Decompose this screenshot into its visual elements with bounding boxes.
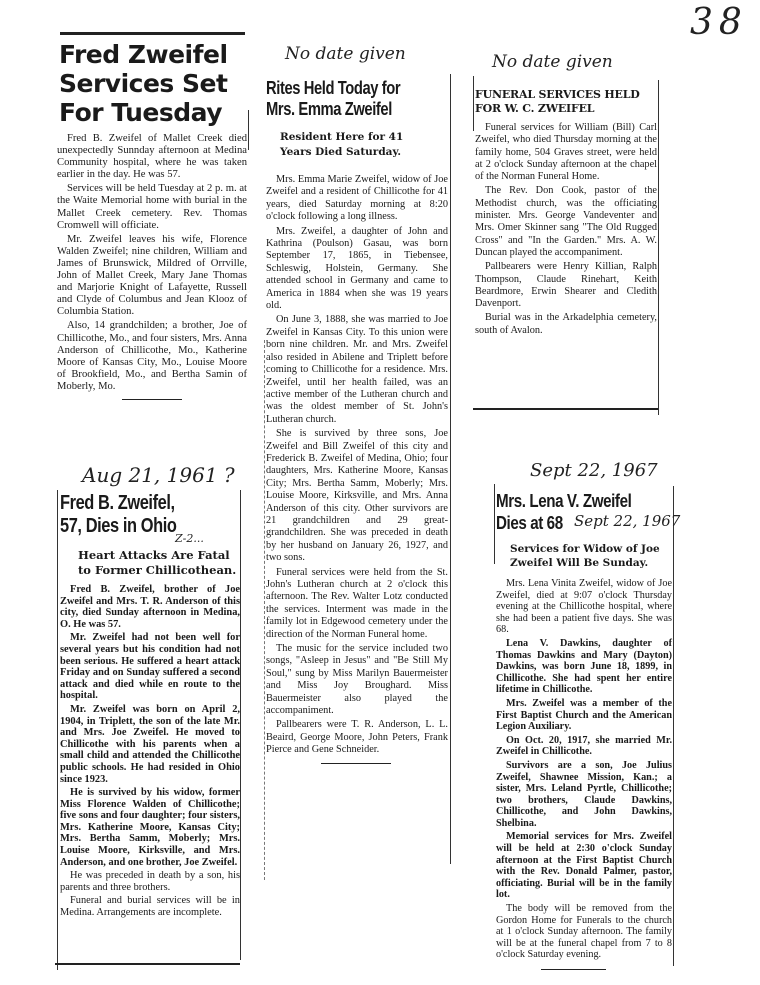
headline-line-2: Dies at 68 bbox=[496, 512, 563, 533]
article-body: Mrs. Emma Marie Zweifel, widow of Joe Zweifel and a resident of Chillicothe for 41 years, died Saturday morning at 8:20 o'clock following a long illness. Mrs. Zweifel, a daughter of John and Kathrina (Poulson) Gasau, was born September 17, 1865, in Tiebensee, Schleswig, Holstein, Germany. She attended school in Germany and came to America in 1884 when she was 19 years old. On June 3, 1888, she was married to Joe Zweifel in Kansas City. To this union were born nine children. Mr. and Mrs. Zweifel also resided in Abilene and Triplett before coming to Chillicothe for a residence. Mrs. Zweifel, until her health failed, was an active member of the Lutheran church and was the oldest member of St. John's Lutheran church. She is survived by three sons, Joe Zweifel and Bill Zweifel of this city and Frederick B. Zweifel of Medina, Ohio; four daughters, Mrs. Katherine Moore, Kansas City; Mrs. Bertha Samm, Moberly; Mrs. Louise Moore, Kirksville, and Mrs. Anna Anderson of this city. Other survivors are 21 grandchildren and 29 great-grandchildren. She was preceded in death by her husband on January 26, 1927, and two sons. Funeral services were held from the St. John's Lutheran church at 2 o'clock this afternoon. The Rev. Walter Lotz conducted the services. Interment was made in the family lot in Edgewood cemetery under the direction of the Norman Funeral home. The music for the service included two songs, "Asleep in Jesus" and "Be Still My Soul," sung by Miss Marilyn Bauermeister and Miss Joy Broughard. Miss Bauermeister also played the accompaniment. Pallbearers were T. R. Anderson, L. L. Beaird, George Moore, John Peters, Frank Pierce and Gene Schneider. bbox=[266, 174, 448, 756]
clipping-lena bbox=[496, 490, 681, 970]
subheadline: Heart Attacks Are Fatal to Former Chillicothean. bbox=[78, 548, 237, 577]
clip-border-right bbox=[240, 490, 241, 960]
bottom-rule bbox=[55, 963, 240, 965]
article-body: Fred B. Zweifel of Mallet Creek died unexpectedly Sunnday afternoon at Medina Community hospital, where he was taken earlier in the day. He was 57. Services will be held Tuesday at 2 p. m. at the Waite Memorial home with burial in the Mallet Creek cemetery. Rev. Thomas Cromwell will officiate. Mr. Zweifel leaves his wife, Florence Walden Zweifel; nine children, William and James of Brunswick, Mildred of Orrville, John of Mallet Creek, Mary Jane Thomas and Marjorie Knight of Lafayette, Russell and Clyde of Columbus and Jean Klooz of Columbia Station. Also, 14 grandchilden; a brother, Joe of Chillicothe, Mo., and four sisters, Mrs. Anna Anderson of Chillicothe, Mo., Katherine Moore of Kansas City, Mo., Louise Moore of Brookfield, Mo., and Bertha Samin of Moberly, Mo. bbox=[57, 133, 247, 392]
clip-border-dashed bbox=[264, 340, 265, 880]
headline-margin-note: Sept 22, 1967 bbox=[574, 512, 681, 530]
clip-border-right bbox=[673, 486, 674, 966]
end-rule bbox=[321, 763, 391, 764]
end-rule bbox=[122, 399, 182, 400]
handwritten-date: Sept 22, 1967 bbox=[530, 460, 658, 481]
handwritten-date: No date given bbox=[492, 52, 613, 72]
clip-border-left bbox=[57, 490, 58, 970]
handwritten-date: No date given bbox=[285, 44, 406, 64]
bottom-rule bbox=[473, 408, 658, 410]
clip-border-right bbox=[658, 80, 659, 415]
clipping-wc bbox=[475, 88, 657, 339]
handwritten-date: Aug 21, 1961 ? bbox=[82, 463, 235, 487]
article-body: Mrs. Lena Vinita Zweifel, widow of Joe Zweifel, died at 9:07 o'clock Thursday evening at the Chillicothe hospital, where she had been a patient five days. She was 68. Lena V. Dawkins, daughter of Thomas Dawkins and Mary (Dayton) Dawkins, was born June 18, 1899, in Chillicothe. She had spent her entire lifetime in Chillicothe. Mrs. Zweifel was a member of the First Baptist Church and the American Legion Auxiliary. On Oct. 20, 1917, she married Mr. Zweifel in Chillicothe. Survivors are a son, Joe Julius Zweifel, Shawnee Mission, Kan.; a sister, Mrs. Leland Pyrtle, Chillicothe; two brothers, Claude Dawkins, Chillicothe, and John Dawkins, Shelbina. Memorial services for Mrs. Zweifel will be held at 2:30 o'clock Sunday afternoon at the First Baptist Church with the Rev. Donald Palmer, pastor, officiating. Burial will be in the family lot. The body will be removed from the Gordon Home for Funerals to the church at 1 o'clock Sunday afternoon. The family will be at the funeral chapel from 7 to 8 o'clock Saturday evening. bbox=[496, 578, 672, 961]
clip-border-left bbox=[473, 76, 474, 131]
top-rule bbox=[60, 32, 245, 35]
headline: Fred Zweifel Services Set For Tuesday bbox=[59, 40, 228, 127]
clip-border-left bbox=[494, 484, 495, 564]
clipping-fred-ohio bbox=[60, 492, 240, 921]
article-body: Fred B. Zweifel, brother of Joe Zweifel and Mrs. T. R. Anderson of this city, died Sunday afternoon in Medina, O. He was 57. Mr. Zweifel had not been well for several years but his condition had not been serious. He suffered a heart attack Friday and on Sunday suffered a second attack and died while en route to the hospital. Mr. Zweifel was born on April 2, 1904, in Triplett, the son of the late Mr. and Mrs. Joe Zweifel. He moved to Chillicothe with his parents when a small child and attended the Chillicothe public schools. He had resided in Ohio since 1923. He is survived by his widow, former Miss Florence Walden of Chillicothe; five sons and four daughter; four sisters, Mrs. Katherine Moore, Kansas City; Mrs. Bertha Samm, Moberly; Mrs. Louise Moore, Kirksville, and Mrs. Anderson, and one brother, Joe Zweifel. He was preceded in death by a son, his parents and three brothers. Funeral and burial services will be in Medina. Arrangements are incomplete. bbox=[60, 584, 240, 919]
subheadline: Resident Here for 41 Years Died Saturday. bbox=[280, 131, 404, 158]
headline: Fred B. Zweifel, 57, Dies in Ohio bbox=[60, 492, 177, 537]
headline: FUNERAL SERVICES HELD FOR W. C. ZWEIFEL bbox=[475, 88, 640, 115]
clip-border-right bbox=[450, 74, 451, 864]
page-number: 38 bbox=[690, 2, 748, 43]
article-body: Funeral services for William (Bill) Carl Zweifel, who died Thursday morning at the family home, 504 Graves street, were held at 2 o'clock Sunday afternoon at the chapel of the Norman Funeral Home. The Rev. Don Cook, pastor of the Methodist church, was the officiating minister. Mrs. George Vandeventer and Mrs. Omer Skinner sang "The Old Rugged Cross" and "In the Garden." Mrs. A. W. Duncan played the accompaniment. Pallbearers were Henry Killian, Ralph Thompson, Claude Rinehart, Keith Beardmore, Erwin Shearer and Cledith Davenport. Burial was in the Arkadelphia cemetery, south of Avalon. bbox=[475, 122, 657, 336]
clip-border bbox=[248, 110, 249, 150]
subheadline: Services for Widow of Joe Zweifel Will Be Sunday. bbox=[510, 543, 660, 569]
margin-note: Z-2... bbox=[175, 532, 204, 545]
clipping-emma bbox=[266, 78, 448, 764]
headline: Mrs. Lena V. Zweifel Dies at 68 bbox=[496, 490, 640, 534]
end-rule bbox=[541, 969, 606, 970]
clipping-fred-services bbox=[57, 40, 247, 400]
headline: Rites Held Today for Mrs. Emma Zweifel bbox=[266, 78, 401, 119]
